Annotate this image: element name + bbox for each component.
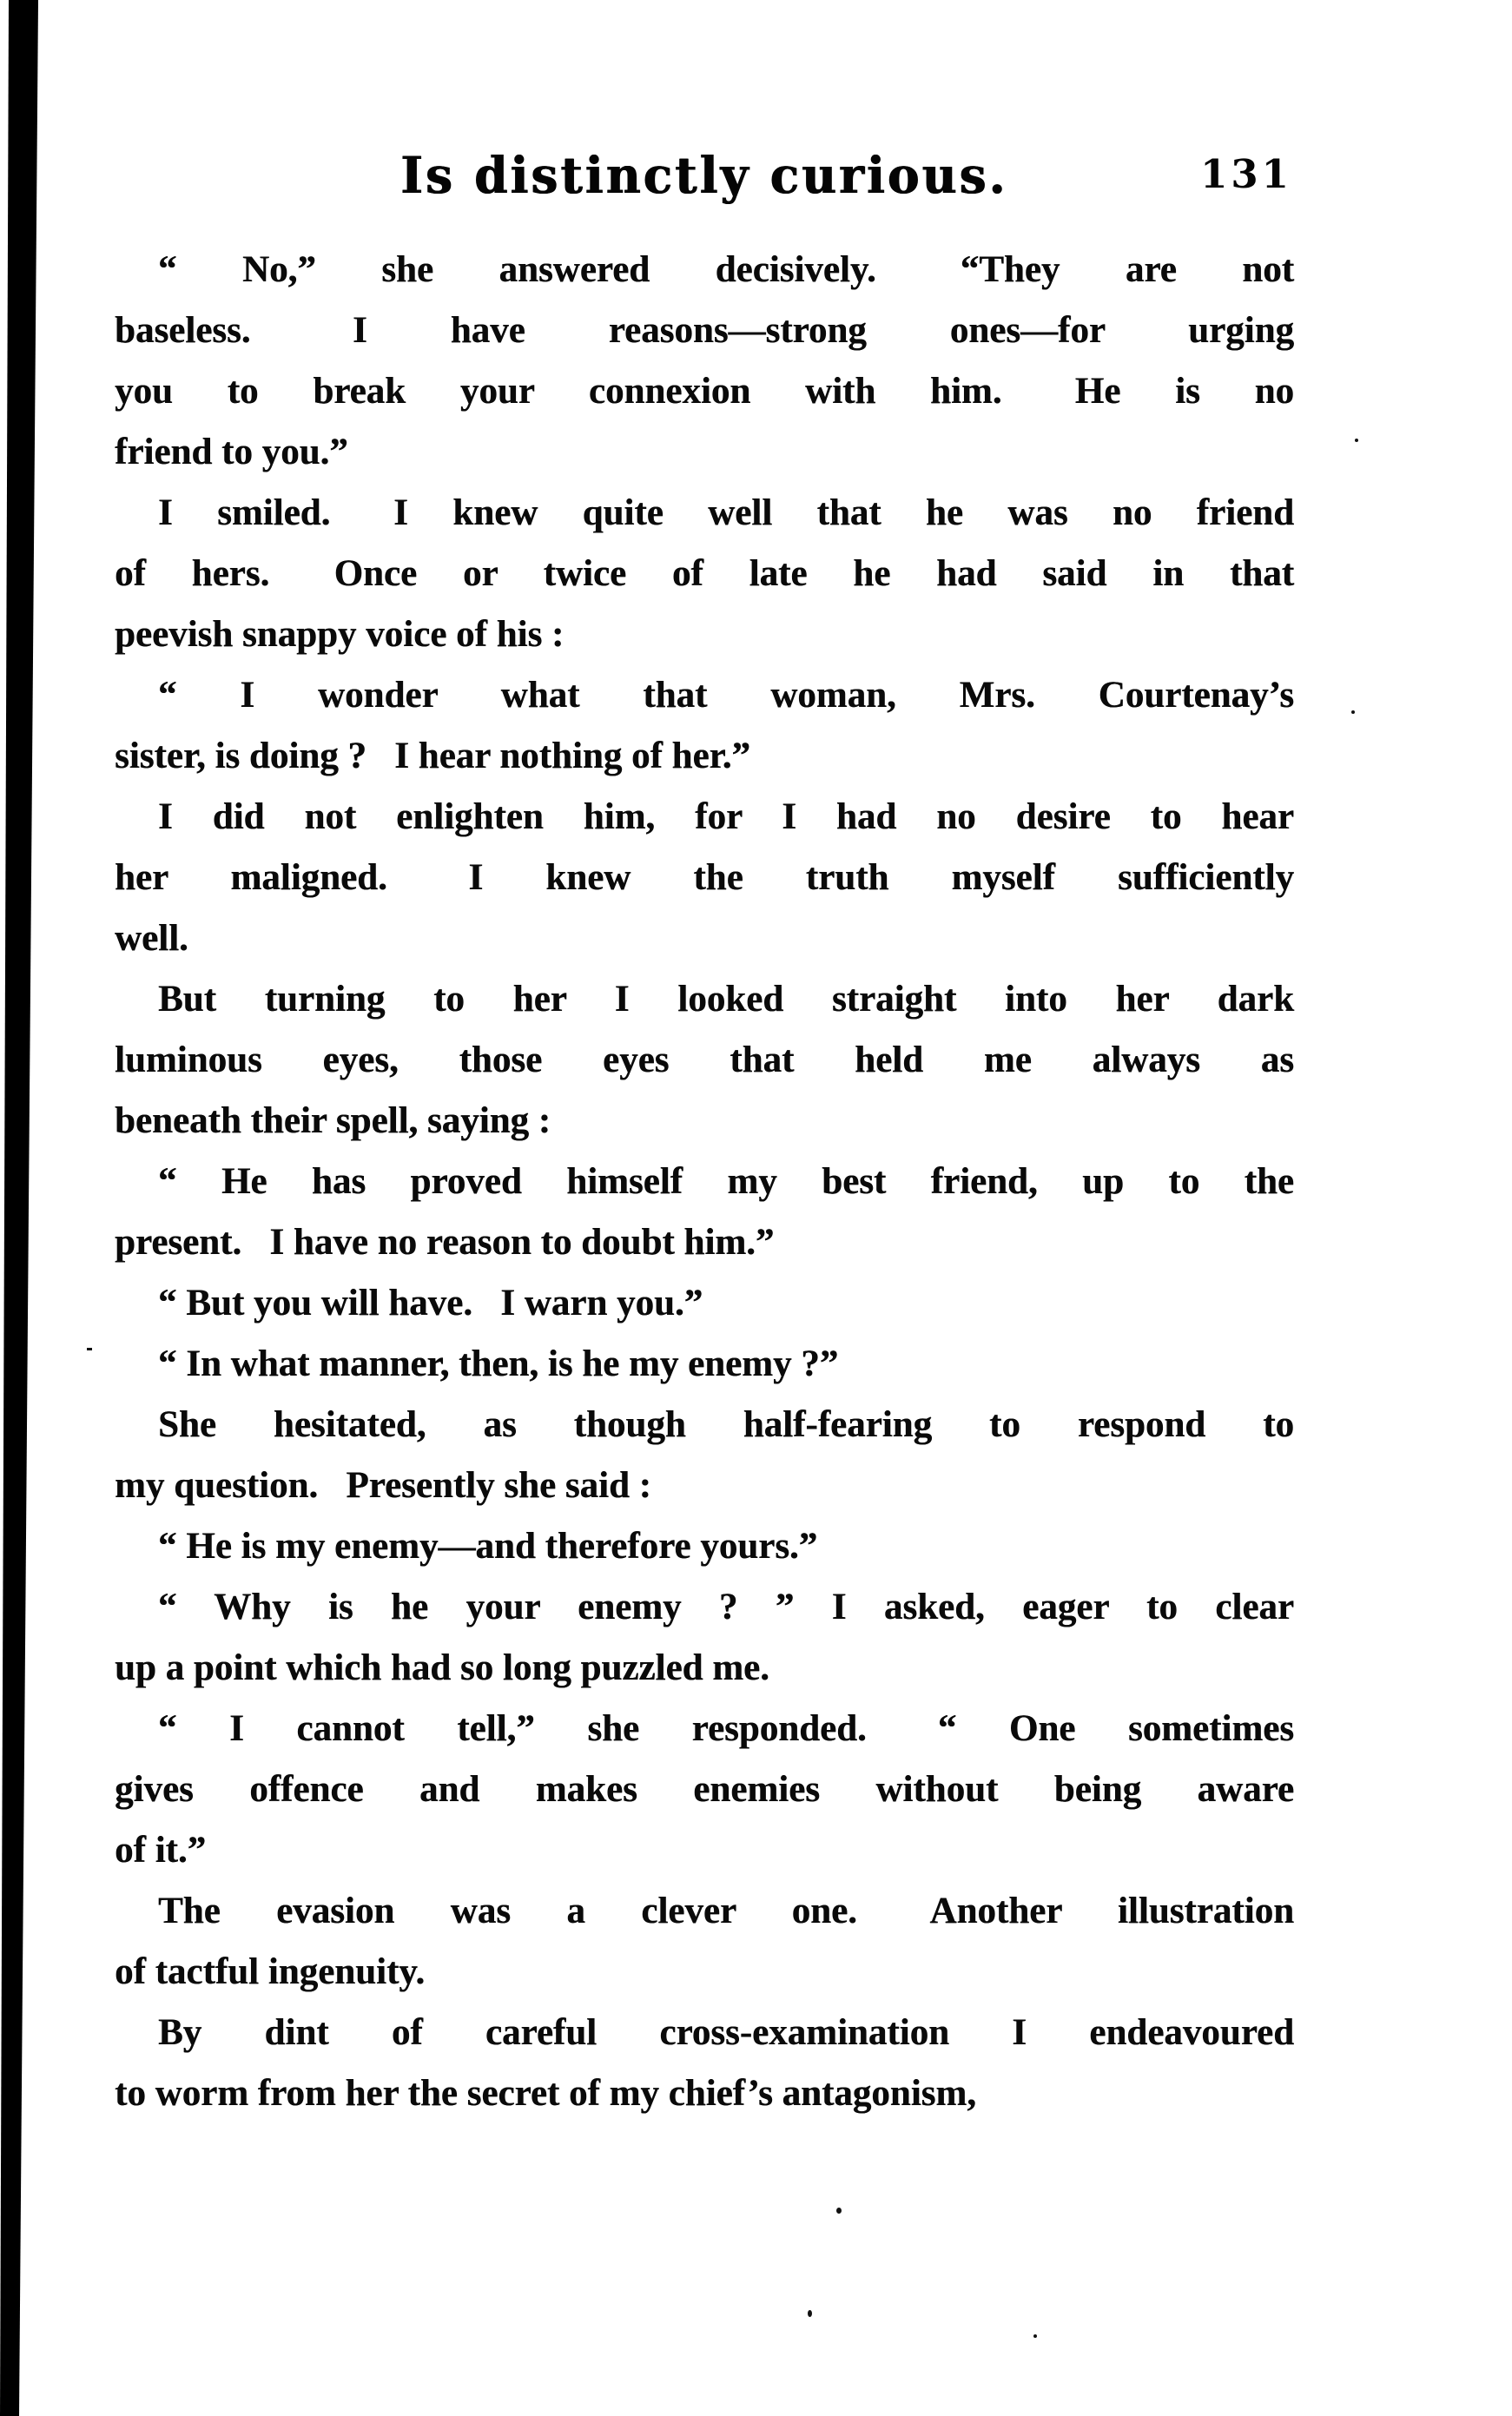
text-line: “ Why is he your enemy ? ” I asked, eager to clear xyxy=(158,1587,1294,1627)
page-number: 131 xyxy=(1200,151,1292,197)
text-line: I smiled. I knew quite well that he was no friend xyxy=(158,492,1294,533)
text-line: luminous eyes, those eyes that held me always as xyxy=(115,1040,1294,1080)
text-line: of tactful ingenuity. xyxy=(115,1951,426,1992)
text-line: gives offence and makes enemies without being aware xyxy=(115,1769,1294,1810)
text-line: present. I have no reason to doubt him.” xyxy=(115,1222,775,1263)
paragraph xyxy=(115,240,1294,483)
text-line: of it.” xyxy=(115,1830,207,1871)
text-line: to worm from her the secret of my chief’s antagonism, xyxy=(115,2073,976,2114)
scan-speck xyxy=(1351,710,1355,714)
paragraph xyxy=(115,1577,1294,1699)
paragraph xyxy=(115,1881,1294,2003)
text-line: “ But you will have. I warn you.” xyxy=(158,1283,703,1324)
paragraph xyxy=(115,483,1294,665)
running-head-title: Is distinctly curious. xyxy=(400,145,1008,205)
paragraph xyxy=(115,1152,1294,1273)
text-line: baseless. I have reasons—strong ones—for urging xyxy=(115,310,1294,351)
scan-speck xyxy=(836,2208,842,2214)
text-line: of hers. Once or twice of late he had said in that xyxy=(115,553,1294,594)
text-line: her maligned. I knew the truth myself sufficiently xyxy=(115,857,1294,898)
text-line: you to break your connexion with him. He is no xyxy=(115,371,1294,412)
scan-gutter-bar xyxy=(0,0,43,2416)
paragraph xyxy=(115,2003,1294,2124)
scan-speck xyxy=(1355,439,1358,442)
text-line: “ I cannot tell,” she responded. “ One sometimes xyxy=(158,1708,1294,1749)
paragraph xyxy=(115,969,1294,1152)
paragraph xyxy=(115,1516,1294,1577)
text-line: “ He is my enemy—and therefore yours.” xyxy=(158,1526,818,1567)
paragraph xyxy=(115,1395,1294,1516)
text-line: peevish snappy voice of his : xyxy=(115,614,565,655)
text-line: By dint of careful cross-examination I endeavoured xyxy=(158,2012,1294,2053)
text-line: friend to you.” xyxy=(115,432,348,472)
running-head xyxy=(115,146,1294,215)
text-line: well. xyxy=(115,918,188,959)
scan-speck xyxy=(1033,2334,1037,2338)
paragraph xyxy=(115,665,1294,787)
text-line: beneath their spell, saying : xyxy=(115,1100,551,1141)
text-line: She hesitated, as though half-fearing to respond to xyxy=(158,1404,1294,1445)
scan-speck xyxy=(87,1348,92,1350)
paragraph xyxy=(115,1334,1294,1395)
paragraph xyxy=(115,1273,1294,1334)
text-line: “ I wonder what that woman, Mrs. Courtenay’s xyxy=(158,675,1294,716)
text-line: I did not enlighten him, for I had no desire to hear xyxy=(158,796,1294,837)
text-line: But turning to her I looked straight into her dark xyxy=(158,979,1294,1020)
text-body xyxy=(115,240,1294,2124)
scan-speck xyxy=(808,2310,812,2317)
text-line: sister, is doing ? I hear nothing of her.” xyxy=(115,736,750,776)
text-line: up a point which had so long puzzled me. xyxy=(115,1647,769,1688)
text-line: “ No,” she answered decisively. “They are not xyxy=(158,249,1294,290)
paragraph xyxy=(115,787,1294,969)
text-line: “ He has proved himself my best friend, up to the xyxy=(158,1161,1294,1202)
paragraph xyxy=(115,1699,1294,1881)
text-line: my question. Presently she said : xyxy=(115,1465,651,1506)
text-line: The evasion was a clever one. Another illustration xyxy=(158,1891,1294,1931)
text-line: “ In what manner, then, is he my enemy ?” xyxy=(158,1343,839,1384)
